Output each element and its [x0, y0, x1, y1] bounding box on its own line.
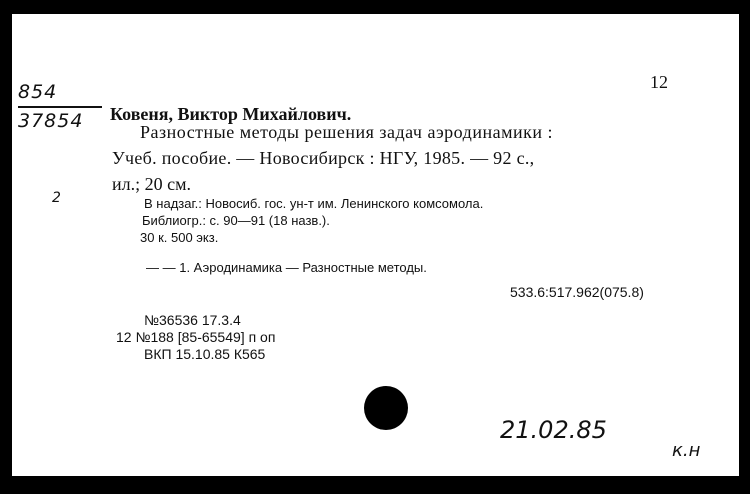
record-line-1: №36536 17.3.4	[144, 312, 241, 328]
note-line-3: 30 к. 500 экз.	[140, 230, 219, 245]
handwritten-initials: к.н	[672, 440, 701, 461]
card-punch-hole	[364, 386, 408, 430]
note-line-1: В надзаг.: Новосиб. гос. ун-т им. Ленинского комсомола.	[144, 196, 484, 211]
shelf-mark-bottom: 37854	[18, 110, 84, 132]
handwritten-mark: 2	[52, 190, 61, 206]
card-number: 12	[650, 72, 668, 92]
catalog-card	[12, 14, 739, 476]
note-line-2: Библиогр.: с. 90—91 (18 назв.).	[142, 213, 330, 228]
record-line-3: ВКП 15.10.85 К565	[144, 346, 266, 362]
record-line-2: 12 №188 [85-65549] п оп	[116, 329, 276, 345]
tracing-subjects: — — 1. Аэродинамика — Разностные методы.	[146, 260, 427, 275]
title-line-3: ил.; 20 см.	[112, 174, 191, 194]
author-heading: Ковеня, Виктор Михайлович.	[110, 104, 352, 124]
title-line-2: Учеб. пособие. — Новосибирск : НГУ, 1985. — 92 с.,	[112, 148, 535, 168]
classification-code: 533.6:517.962(075.8)	[510, 284, 644, 300]
shelf-mark-top: 854	[18, 81, 58, 103]
handwritten-date: 21.02.85	[500, 416, 607, 444]
shelf-mark-divider	[18, 106, 102, 108]
title-line-1: Разностные методы решения задач аэродинамики :	[140, 122, 553, 142]
